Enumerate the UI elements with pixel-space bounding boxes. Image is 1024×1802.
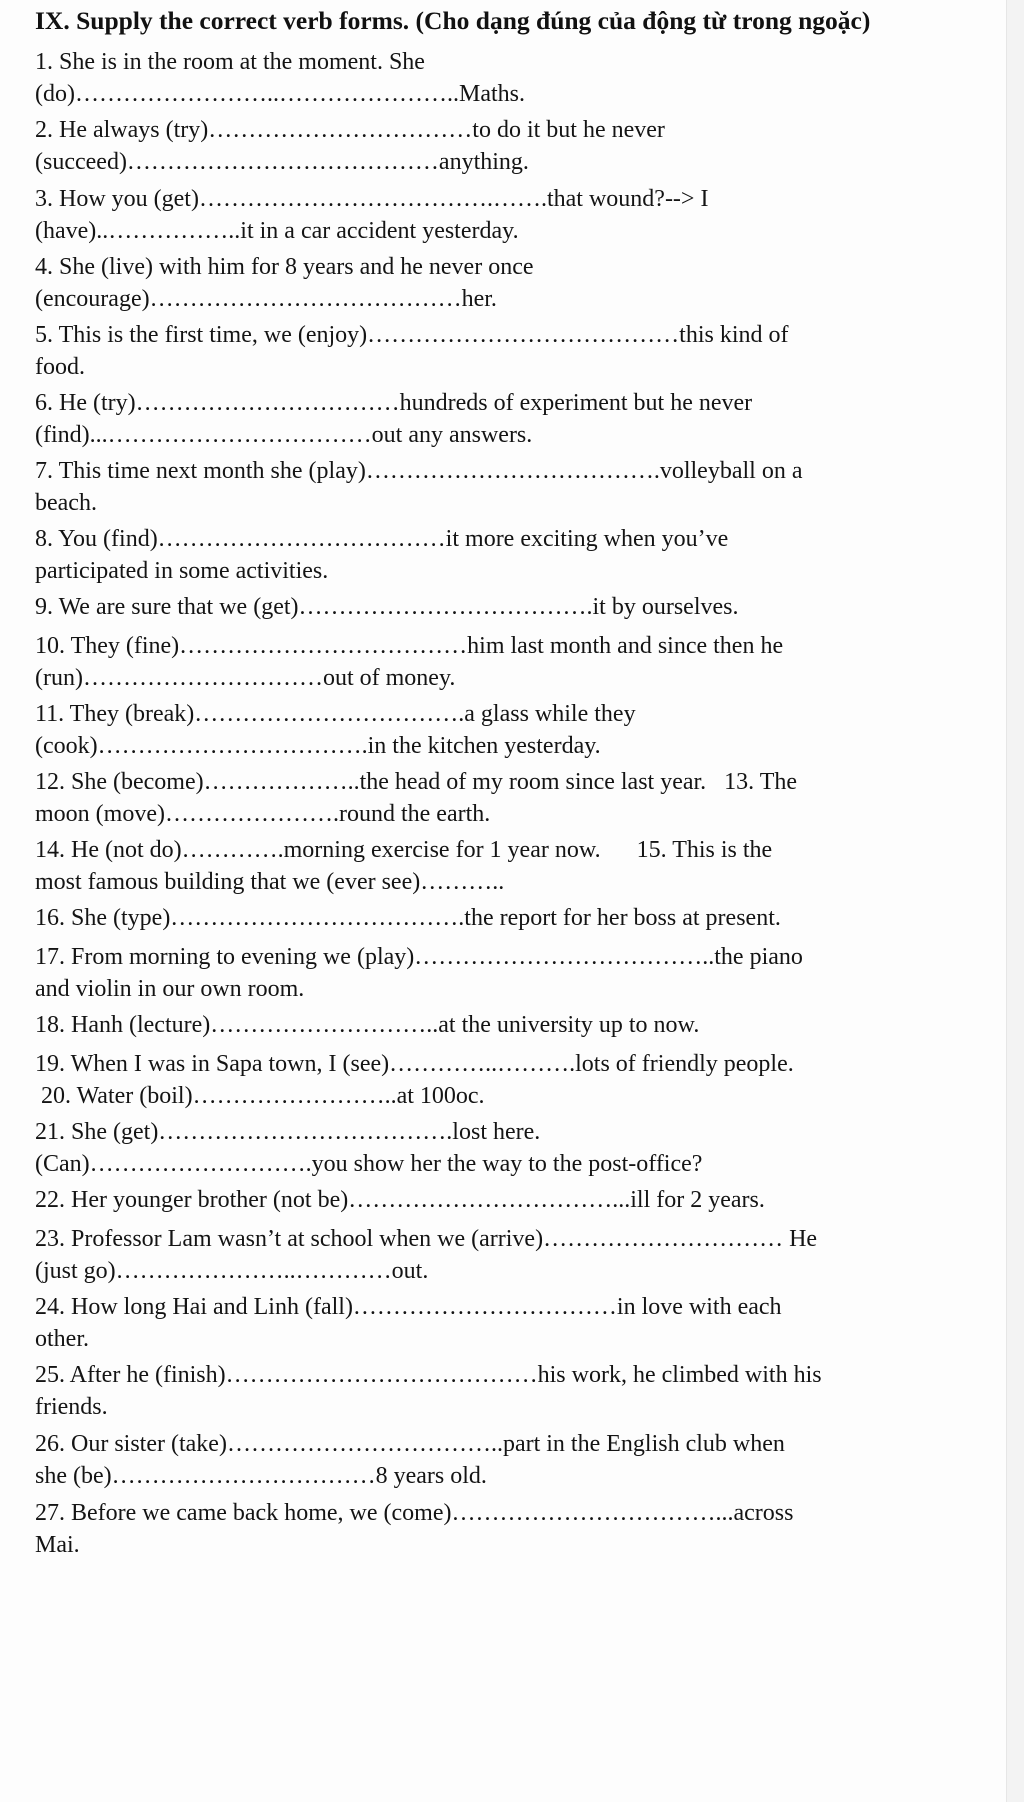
question-23: 23. Professor Lam wasn’t at school when we (arrive)………………………… He (just go)…………………..…………out. — [35, 1226, 818, 1284]
question-26: 26. Our sister (take)……………………………..part in the English club when she (be)……………………………8 years old. — [35, 1431, 785, 1489]
question-22: 22. Her younger brother (not be)……………………………...ill for 2 years. — [35, 1187, 765, 1213]
question-3: 3. How you (get)……………………………….…….that wound?--> I (have)..……………..it in a car accident yesterday. — [35, 186, 709, 244]
question-8: 8. You (find)………………………………it more exciting when you’ve participated in some activities. — [35, 526, 729, 584]
question-2: 2. He always (try)……………………………to do it but he never (succeed)…………………………………anything. — [35, 117, 665, 175]
question-21: 21. She (get)……………………………….lost here. (Can)……………………….you show her the way to the post-office? — [35, 1119, 703, 1177]
question-6: 6. He (try)……………………………hundreds of experiment but he never (find)...……………………………out any answers. — [35, 390, 753, 448]
question-9: 9. We are sure that we (get)……………………………….it by ourselves. — [35, 594, 739, 620]
question-18: 18. Hanh (lecture)………………………..at the university up to now. — [35, 1012, 700, 1038]
page-edge-shadow — [1006, 0, 1024, 1802]
question-4: 4. She (live) with him for 8 years and he never once (encourage)…………………………………her. — [35, 254, 534, 312]
question-25: 25. After he (finish)…………………………………his work, he climbed with his friends. — [35, 1362, 822, 1420]
question-7: 7. This time next month she (play)……………………………….volleyball on a beach. — [35, 458, 803, 516]
question-27: 27. Before we came back home, we (come)……………………………...across Mai. — [35, 1500, 794, 1558]
question-12-13: 12. She (become)………………..the head of my room since last year. 13. The moon (move)………………….round the earth. — [35, 769, 798, 827]
question-5: 5. This is the first time, we (enjoy)…………………………………this kind of food. — [35, 322, 789, 380]
question-24: 24. How long Hai and Linh (fall)……………………………in love with each other. — [35, 1294, 782, 1352]
question-14-15: 14. He (not do)………….morning exercise for 1 year now. 15. This is the most famous building that we (ever see)……….. — [35, 837, 773, 895]
question-17: 17. From morning to evening we (play)………………………………..the piano and violin in our own room. — [35, 944, 803, 1002]
question-11: 11. They (break)…………………………….a glass while they (cook)…………………………….in the kitchen yesterday. — [35, 701, 636, 759]
question-16: 16. She (type)……………………………….the report for her boss at present. — [35, 905, 781, 931]
question-1: 1. She is in the room at the moment. She (do)……………………..…………………..Maths. — [35, 49, 525, 107]
question-10: 10. They (fine)………………………………him last month and since then he (run)…………………………out of money. — [35, 633, 784, 691]
exercise-heading: IX. Supply the correct verb forms. (Cho dạng đúng của động từ trong ngoặc) — [35, 6, 871, 35]
question-19-20: 19. When I was in Sapa town, I (see)…………..……….lots of friendly people. 20. Water (boil)……………………..at 100oc. — [35, 1051, 794, 1109]
